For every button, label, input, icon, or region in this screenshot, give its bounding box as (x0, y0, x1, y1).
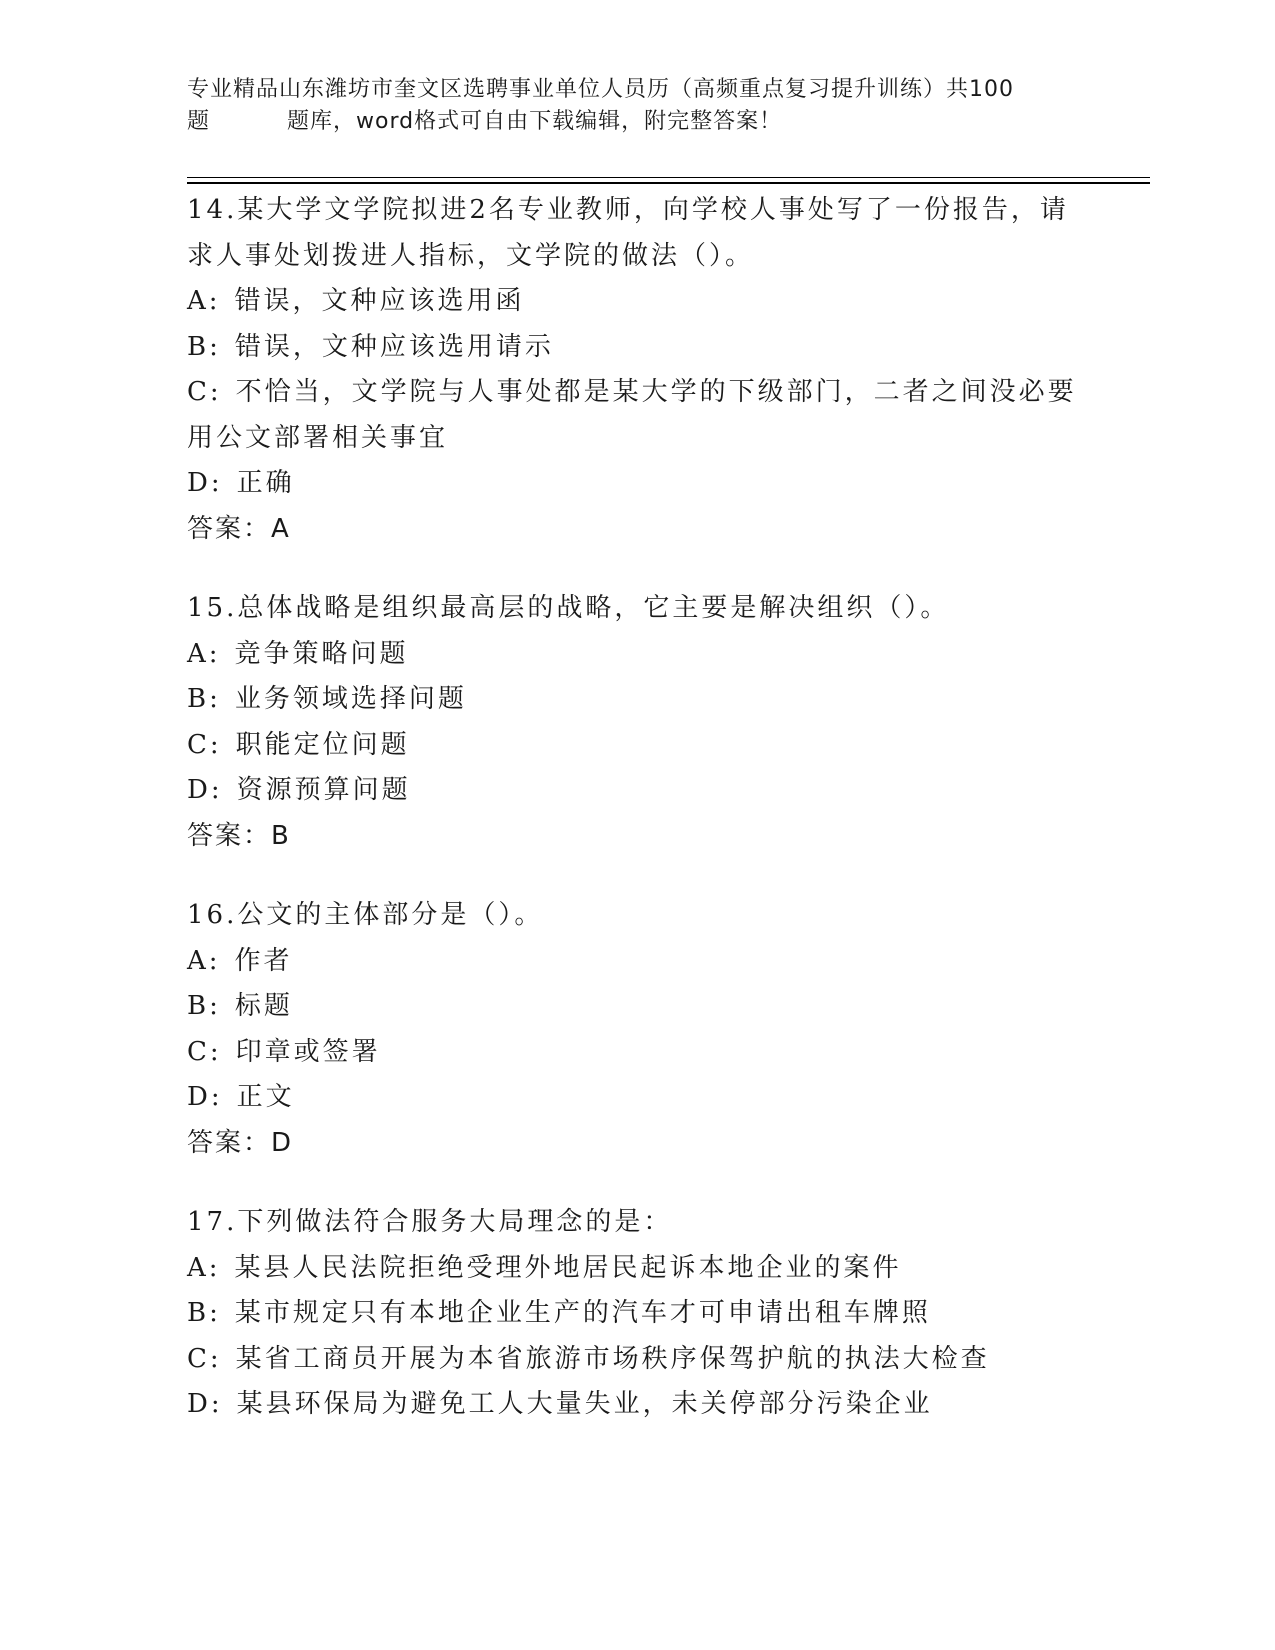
option-d (187, 1382, 1087, 1428)
option-d (187, 461, 1087, 507)
header-line-2-text: 题库，word格式可自由下载编辑，附完整答案！ (287, 109, 783, 134)
answer-line: 答案：B (187, 820, 291, 851)
option-text: 不恰当，文学院与人事处都是某大学的下级部门，二者之间没必要 (235, 377, 1077, 407)
option-b (187, 325, 1087, 371)
option-letter: C: (187, 1343, 222, 1374)
option-c (187, 1337, 1087, 1383)
option-c-continued (187, 416, 1087, 462)
question-17 (187, 1200, 1087, 1428)
option-text: 某省工商员开展为本省旅游市场秩序保驾护航的执法大检查 (235, 1343, 990, 1374)
option-text: 错误，文种应该选用请示 (234, 331, 554, 362)
question-stem: 16.公文的主体部分是（）。 (187, 900, 544, 930)
option-text: 竞争策略问题 (234, 638, 409, 669)
option-text: 某县人民法院拒绝受理外地居民起诉本地企业的案件 (234, 1252, 902, 1283)
header-line-2 (187, 106, 1087, 138)
option-text: 正文 (236, 1082, 295, 1112)
option-letter: B: (187, 331, 221, 362)
option-b (187, 984, 1087, 1030)
option-c (187, 370, 1087, 416)
option-letter: A: (187, 286, 221, 316)
option-letter: D: (187, 468, 223, 498)
header-line-1: 专业精品山东潍坊市奎文区选聘事业单位人员历（高频重点复习提升训练）共100 (187, 77, 1014, 102)
option-a (187, 632, 1087, 678)
header-line-2-prefix: 题 (187, 109, 211, 134)
option-text: 标题 (234, 991, 293, 1021)
option-text: 职能定位问题 (235, 729, 410, 760)
option-letter: C: (187, 729, 222, 760)
option-letter: D: (187, 775, 223, 805)
option-text: 业务领域选择问题 (234, 684, 467, 714)
option-a (187, 939, 1087, 985)
option-b (187, 1291, 1087, 1337)
option-text: 用公文部署相关事宜 (187, 422, 449, 453)
header-divider-thin (187, 177, 1150, 178)
question-stem: 14.某大学文学院拟进2名专业教师，向学校人事处写了一份报告，请 (187, 195, 1069, 225)
option-letter: A: (187, 945, 221, 976)
option-text: 某市规定只有本地企业生产的汽车才可申请出租车牌照 (234, 1298, 931, 1328)
answer-line: 答案：D (187, 1127, 294, 1158)
option-letter: B: (187, 991, 221, 1021)
document-header (187, 74, 1087, 138)
question-stem: 15.总体战略是组织最高层的战略，它主要是解决组织（）。 (187, 593, 950, 623)
question-14 (187, 188, 1087, 552)
answer-line: 答案：A (187, 513, 291, 544)
question-16 (187, 893, 1087, 1166)
option-text: 错误，文种应该选用函 (234, 286, 525, 316)
option-letter: B: (187, 1298, 221, 1328)
option-letter: D: (187, 1389, 223, 1419)
option-text: 印章或签署 (235, 1036, 381, 1067)
option-text: 资源预算问题 (236, 775, 411, 805)
option-letter: A: (187, 1252, 221, 1283)
question-15 (187, 586, 1087, 859)
option-letter: C: (187, 377, 222, 407)
question-list (187, 188, 1087, 1462)
question-stem-continued: 求人事处划拨进人指标，文学院的做法（）。 (187, 240, 755, 271)
option-text: 正确 (236, 468, 295, 498)
option-letter: D: (187, 1082, 223, 1112)
option-c (187, 1030, 1087, 1076)
option-a (187, 1246, 1087, 1292)
option-letter: C: (187, 1036, 222, 1067)
header-divider-thick (187, 182, 1150, 184)
option-text: 某县环保局为避免工人大量失业，未关停部分污染企业 (236, 1389, 933, 1419)
option-c (187, 723, 1087, 769)
option-d (187, 768, 1087, 814)
question-stem: 17.下列做法符合服务大局理念的是： (187, 1207, 673, 1237)
option-letter: B: (187, 684, 221, 714)
option-d (187, 1075, 1087, 1121)
option-a (187, 279, 1087, 325)
option-text: 作者 (234, 945, 293, 976)
option-letter: A: (187, 638, 221, 669)
option-b (187, 677, 1087, 723)
